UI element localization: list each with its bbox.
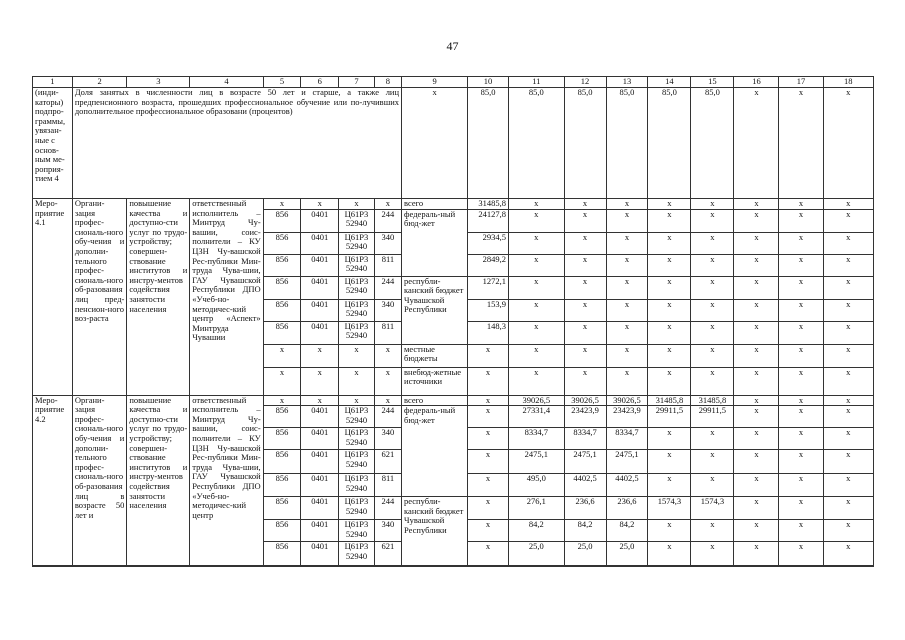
column-number: 9 — [402, 77, 468, 88]
vr-cell: 244 — [374, 406, 401, 428]
value-cell: x — [691, 276, 734, 299]
csr-cell: x — [339, 199, 375, 210]
value-cell: x — [691, 474, 734, 497]
grbs-cell: 856 — [263, 474, 301, 497]
value-cell: 1272,1 — [468, 276, 509, 299]
value-cell: x — [691, 254, 734, 276]
value-cell: x — [691, 520, 734, 542]
value-cell: x — [823, 474, 873, 497]
indicator-row — [33, 88, 874, 199]
grbs-cell: 856 — [263, 450, 301, 474]
value-cell: x — [823, 254, 873, 276]
csr-cell: Ц61Р3 52940 — [339, 542, 375, 566]
column-number: 6 — [301, 77, 339, 88]
column-number: 10 — [468, 77, 509, 88]
value-cell: x — [606, 276, 648, 299]
indicator-col-9: x — [402, 88, 468, 199]
csr-cell: Ц61Р3 52940 — [339, 321, 375, 344]
value-cell: x — [823, 450, 873, 474]
value-cell: x — [734, 276, 779, 299]
value-cell: 4402,5 — [606, 474, 648, 497]
column-number: 13 — [606, 77, 648, 88]
vr-cell: 811 — [374, 321, 401, 344]
column-number: 2 — [72, 77, 127, 88]
value-cell: x — [823, 321, 873, 344]
funding-source: местные бюджеты — [402, 344, 468, 367]
column-number: 15 — [691, 77, 734, 88]
indicator-value: 85,0 — [564, 88, 606, 199]
rz-pr-cell: 0401 — [301, 428, 339, 450]
value-cell: x — [648, 254, 691, 276]
value-cell: x — [734, 497, 779, 520]
value-cell: x — [734, 395, 779, 406]
funding-source: республи-канский бюджет Чувашской Республики — [402, 497, 468, 566]
value-cell: x — [823, 367, 873, 395]
column-number: 7 — [339, 77, 375, 88]
csr-cell: x — [339, 367, 375, 395]
value-cell: x — [823, 232, 873, 254]
rz-pr-cell: 0401 — [301, 450, 339, 474]
value-cell: x — [823, 299, 873, 321]
value-cell: x — [648, 520, 691, 542]
csr-cell: Ц61Р3 52940 — [339, 254, 375, 276]
value-cell: 495,0 — [509, 474, 565, 497]
grbs-cell: x — [263, 344, 301, 367]
value-cell: 148,3 — [468, 321, 509, 344]
value-cell: x — [823, 344, 873, 367]
value-cell: x — [779, 428, 823, 450]
value-cell: x — [779, 367, 823, 395]
csr-cell: Ц61Р3 52940 — [339, 497, 375, 520]
value-cell: x — [734, 542, 779, 566]
value-cell: x — [734, 344, 779, 367]
value-cell: 153,9 — [468, 299, 509, 321]
value-cell: x — [509, 209, 565, 232]
measure-goal: повышение качества и доступно-сти услуг по трудо-устройству; совершен-ствование институтов и инстру-ментов содействия занятости населения — [127, 395, 190, 566]
value-cell: x — [648, 344, 691, 367]
value-cell: x — [734, 406, 779, 428]
value-cell: x — [564, 254, 606, 276]
value-cell: x — [564, 367, 606, 395]
column-number: 4 — [190, 77, 263, 88]
indicator-text: Доля занятых в численности лиц в возрасте 50 лет и старше, а также лиц предпенсионного возраста, прошедших профессиональное обучение или по-лучивших дополнительное профессиональное образовани (процентов) — [72, 88, 401, 199]
value-cell: 1574,3 — [691, 497, 734, 520]
value-cell: 31485,8 — [468, 199, 509, 210]
value-cell: x — [509, 232, 565, 254]
value-cell: 29911,5 — [648, 406, 691, 428]
value-cell: 236,6 — [564, 497, 606, 520]
value-cell: x — [564, 209, 606, 232]
grbs-cell: x — [263, 367, 301, 395]
rz-pr-cell: 0401 — [301, 276, 339, 299]
column-number: 14 — [648, 77, 691, 88]
funding-source: федераль-ный бюд-жет — [402, 406, 468, 497]
column-number: 5 — [263, 77, 301, 88]
value-cell: x — [734, 474, 779, 497]
measure-title: Органи-зация профес-сиональ-ного обу-чения и дополни-тельного профес-сиональ-ного об-разования лиц пред-пенсион-ного воз-раста — [72, 199, 127, 396]
measure-executor: ответственный исполнитель – Минтруд Чу-вашии, соис-полнители – КУ ЦЗН Чу-вашской Рес-публики Мин-труда Чува-шии, ГАУ Чувашской Республики ДПО «Учеб-но-методичес-кий центр — [190, 395, 263, 566]
funding-source: республи-канский бюджет Чувашской Республики — [402, 276, 468, 344]
value-cell: x — [468, 520, 509, 542]
vr-cell: 621 — [374, 542, 401, 566]
value-cell: 39026,5 — [606, 395, 648, 406]
value-cell: x — [564, 344, 606, 367]
rz-pr-cell: x — [301, 199, 339, 210]
vr-cell: x — [374, 344, 401, 367]
value-cell: x — [779, 232, 823, 254]
value-cell: x — [779, 254, 823, 276]
value-cell: x — [468, 428, 509, 450]
value-cell: x — [468, 497, 509, 520]
value-cell: x — [691, 199, 734, 210]
value-cell: x — [779, 344, 823, 367]
value-cell: x — [606, 209, 648, 232]
value-cell: 2475,1 — [509, 450, 565, 474]
value-cell: x — [691, 428, 734, 450]
indicator-value: x — [779, 88, 823, 199]
value-cell: 27331,4 — [509, 406, 565, 428]
funding-source: федераль-ный бюд-жет — [402, 209, 468, 276]
value-cell: x — [734, 520, 779, 542]
grbs-cell: 856 — [263, 428, 301, 450]
value-cell: x — [648, 232, 691, 254]
value-cell: x — [606, 344, 648, 367]
value-cell: x — [468, 450, 509, 474]
rz-pr-cell: 0401 — [301, 474, 339, 497]
csr-cell: x — [339, 395, 375, 406]
value-cell: 31485,8 — [648, 395, 691, 406]
value-cell: 23423,9 — [564, 406, 606, 428]
value-cell: 23423,9 — [606, 406, 648, 428]
indicator-value: x — [734, 88, 779, 199]
value-cell: x — [734, 232, 779, 254]
value-cell: x — [691, 321, 734, 344]
vr-cell: 340 — [374, 232, 401, 254]
csr-cell: Ц61Р3 52940 — [339, 450, 375, 474]
csr-cell: Ц61Р3 52940 — [339, 299, 375, 321]
value-cell: x — [691, 344, 734, 367]
value-cell: x — [509, 321, 565, 344]
value-cell: x — [691, 209, 734, 232]
value-cell: x — [468, 395, 509, 406]
grbs-cell: 856 — [263, 254, 301, 276]
rz-pr-cell: 0401 — [301, 542, 339, 566]
csr-cell: Ц61Р3 52940 — [339, 474, 375, 497]
value-cell: x — [734, 254, 779, 276]
vr-cell: 244 — [374, 209, 401, 232]
indicator-value: 85,0 — [468, 88, 509, 199]
value-cell: x — [779, 406, 823, 428]
budget-table — [32, 76, 874, 566]
vr-cell: 811 — [374, 474, 401, 497]
csr-cell: Ц61Р3 52940 — [339, 209, 375, 232]
value-cell: 2934,5 — [468, 232, 509, 254]
rz-pr-cell: x — [301, 367, 339, 395]
rz-pr-cell: 0401 — [301, 232, 339, 254]
value-cell: x — [779, 497, 823, 520]
grbs-cell: 856 — [263, 232, 301, 254]
measure-name: Меро-приятие 4.1 — [33, 199, 73, 396]
rz-pr-cell: 0401 — [301, 209, 339, 232]
value-cell: x — [509, 367, 565, 395]
value-cell: x — [648, 542, 691, 566]
value-cell: 1574,3 — [648, 497, 691, 520]
value-cell: x — [823, 209, 873, 232]
value-cell: x — [509, 344, 565, 367]
csr-cell: Ц61Р3 52940 — [339, 428, 375, 450]
rz-pr-cell: 0401 — [301, 497, 339, 520]
vr-cell: x — [374, 199, 401, 210]
vr-cell: x — [374, 395, 401, 406]
value-cell: 84,2 — [564, 520, 606, 542]
value-cell: x — [648, 450, 691, 474]
value-cell: x — [648, 276, 691, 299]
value-cell: x — [606, 299, 648, 321]
grbs-cell: 856 — [263, 542, 301, 566]
csr-cell: x — [339, 344, 375, 367]
value-cell: 84,2 — [509, 520, 565, 542]
value-cell: x — [606, 254, 648, 276]
page-number: 47 — [446, 39, 459, 53]
value-cell: x — [779, 542, 823, 566]
value-cell: x — [779, 474, 823, 497]
column-number: 12 — [564, 77, 606, 88]
indicator-value: 85,0 — [606, 88, 648, 199]
value-cell: x — [648, 199, 691, 210]
table-row — [33, 199, 874, 210]
grbs-cell: x — [263, 199, 301, 210]
value-cell: x — [734, 367, 779, 395]
value-cell: x — [648, 367, 691, 395]
value-cell: 2849,2 — [468, 254, 509, 276]
value-cell: 4402,5 — [564, 474, 606, 497]
value-cell: 8334,7 — [606, 428, 648, 450]
value-cell: 39026,5 — [509, 395, 565, 406]
value-cell: x — [509, 276, 565, 299]
value-cell: x — [468, 542, 509, 566]
value-cell: x — [606, 199, 648, 210]
value-cell: x — [823, 276, 873, 299]
value-cell: x — [648, 474, 691, 497]
value-cell: 236,6 — [606, 497, 648, 520]
grbs-cell: 856 — [263, 497, 301, 520]
grbs-cell: 856 — [263, 406, 301, 428]
value-cell: x — [648, 428, 691, 450]
value-cell: x — [509, 199, 565, 210]
indicator-value: x — [823, 88, 873, 199]
rz-pr-cell: 0401 — [301, 254, 339, 276]
value-cell: x — [734, 209, 779, 232]
value-cell: x — [823, 199, 873, 210]
vr-cell: 621 — [374, 450, 401, 474]
value-cell: x — [691, 542, 734, 566]
value-cell: 25,0 — [606, 542, 648, 566]
value-cell: x — [648, 299, 691, 321]
value-cell: x — [779, 276, 823, 299]
value-cell: x — [779, 299, 823, 321]
value-cell: x — [734, 321, 779, 344]
value-cell: 29911,5 — [691, 406, 734, 428]
measure-name: Меро-приятие 4.2 — [33, 395, 73, 566]
value-cell: x — [779, 450, 823, 474]
value-cell: x — [564, 276, 606, 299]
column-number: 1 — [33, 77, 73, 88]
rz-pr-cell: x — [301, 395, 339, 406]
grbs-cell: 856 — [263, 209, 301, 232]
value-cell: x — [823, 542, 873, 566]
grbs-cell: 856 — [263, 321, 301, 344]
value-cell: x — [779, 209, 823, 232]
header-row — [33, 77, 874, 88]
vr-cell: 340 — [374, 520, 401, 542]
vr-cell: x — [374, 367, 401, 395]
csr-cell: Ц61Р3 52940 — [339, 520, 375, 542]
value-cell: x — [823, 428, 873, 450]
rz-pr-cell: 0401 — [301, 321, 339, 344]
measure-executor: ответственный исполнитель – Минтруд Чу-вашии, соис-полнители – КУ ЦЗН Чу-вашской Рес-публики Мин-труда Чува-шии, ГАУ Чувашской Республики ДПО «Учеб-но-методичес-кий центр «Аспект» Минтруда Чувашии — [190, 199, 263, 396]
value-cell: x — [564, 321, 606, 344]
vr-cell: 340 — [374, 299, 401, 321]
value-cell: 8334,7 — [509, 428, 565, 450]
funding-source: всего — [402, 199, 468, 210]
column-number: 18 — [823, 77, 873, 88]
table-row — [33, 395, 874, 406]
value-cell: x — [734, 428, 779, 450]
rz-pr-cell: 0401 — [301, 520, 339, 542]
value-cell: x — [564, 199, 606, 210]
value-cell: 31485,8 — [691, 395, 734, 406]
vr-cell: 244 — [374, 276, 401, 299]
value-cell: x — [691, 232, 734, 254]
value-cell: x — [823, 395, 873, 406]
indicator-value: 85,0 — [691, 88, 734, 199]
value-cell: x — [823, 406, 873, 428]
value-cell: x — [734, 199, 779, 210]
funding-source: внебюд-жетные источники — [402, 367, 468, 395]
value-cell: 39026,5 — [564, 395, 606, 406]
grbs-cell: 856 — [263, 299, 301, 321]
measure-goal: повышение качества и доступно-сти услуг по трудо-устройству; совершен-ствование институтов и инстру-ментов содействия занятости населения — [127, 199, 190, 396]
value-cell: x — [691, 299, 734, 321]
rz-pr-cell: 0401 — [301, 299, 339, 321]
value-cell: x — [606, 321, 648, 344]
value-cell: 2475,1 — [564, 450, 606, 474]
value-cell: x — [734, 299, 779, 321]
value-cell: x — [691, 367, 734, 395]
value-cell: 8334,7 — [564, 428, 606, 450]
indicator-value: 85,0 — [648, 88, 691, 199]
value-cell: x — [509, 254, 565, 276]
value-cell: 2475,1 — [606, 450, 648, 474]
vr-cell: 811 — [374, 254, 401, 276]
value-cell: x — [606, 232, 648, 254]
value-cell: x — [779, 321, 823, 344]
funding-source: всего — [402, 395, 468, 406]
column-number: 3 — [127, 77, 190, 88]
value-cell: x — [648, 209, 691, 232]
column-number: 8 — [374, 77, 401, 88]
rz-pr-cell: x — [301, 344, 339, 367]
csr-cell: Ц61Р3 52940 — [339, 232, 375, 254]
value-cell: x — [779, 199, 823, 210]
indicator-value: 85,0 — [509, 88, 565, 199]
value-cell: 25,0 — [564, 542, 606, 566]
value-cell: x — [468, 474, 509, 497]
value-cell: 25,0 — [509, 542, 565, 566]
value-cell: x — [823, 520, 873, 542]
value-cell: x — [468, 367, 509, 395]
csr-cell: Ц61Р3 52940 — [339, 276, 375, 299]
csr-cell: Ц61Р3 52940 — [339, 406, 375, 428]
value-cell: x — [564, 232, 606, 254]
value-cell: 24127,8 — [468, 209, 509, 232]
value-cell: x — [648, 321, 691, 344]
value-cell: x — [564, 299, 606, 321]
indicator-label: (инди-каторы) подпро-граммы, увязан-ные с основ-ным ме-роприя-тием 4 — [33, 88, 73, 199]
value-cell: x — [468, 406, 509, 428]
vr-cell: 340 — [374, 428, 401, 450]
value-cell: 276,1 — [509, 497, 565, 520]
vr-cell: 244 — [374, 497, 401, 520]
budget-table-container — [32, 76, 874, 566]
value-cell: x — [823, 497, 873, 520]
value-cell: x — [606, 367, 648, 395]
measure-title: Органи-зация профес-сиональ-ного обу-чения и дополни-тельного профес-сиональ-ного об-разования лиц в возрасте 50 лет и — [72, 395, 127, 566]
value-cell: x — [468, 344, 509, 367]
column-number: 11 — [509, 77, 565, 88]
value-cell: x — [779, 520, 823, 542]
rz-pr-cell: 0401 — [301, 406, 339, 428]
column-number: 17 — [779, 77, 823, 88]
grbs-cell: x — [263, 395, 301, 406]
value-cell: x — [509, 299, 565, 321]
column-number: 16 — [734, 77, 779, 88]
value-cell: 84,2 — [606, 520, 648, 542]
value-cell: x — [691, 450, 734, 474]
grbs-cell: 856 — [263, 276, 301, 299]
value-cell: x — [779, 395, 823, 406]
value-cell: x — [734, 450, 779, 474]
grbs-cell: 856 — [263, 520, 301, 542]
